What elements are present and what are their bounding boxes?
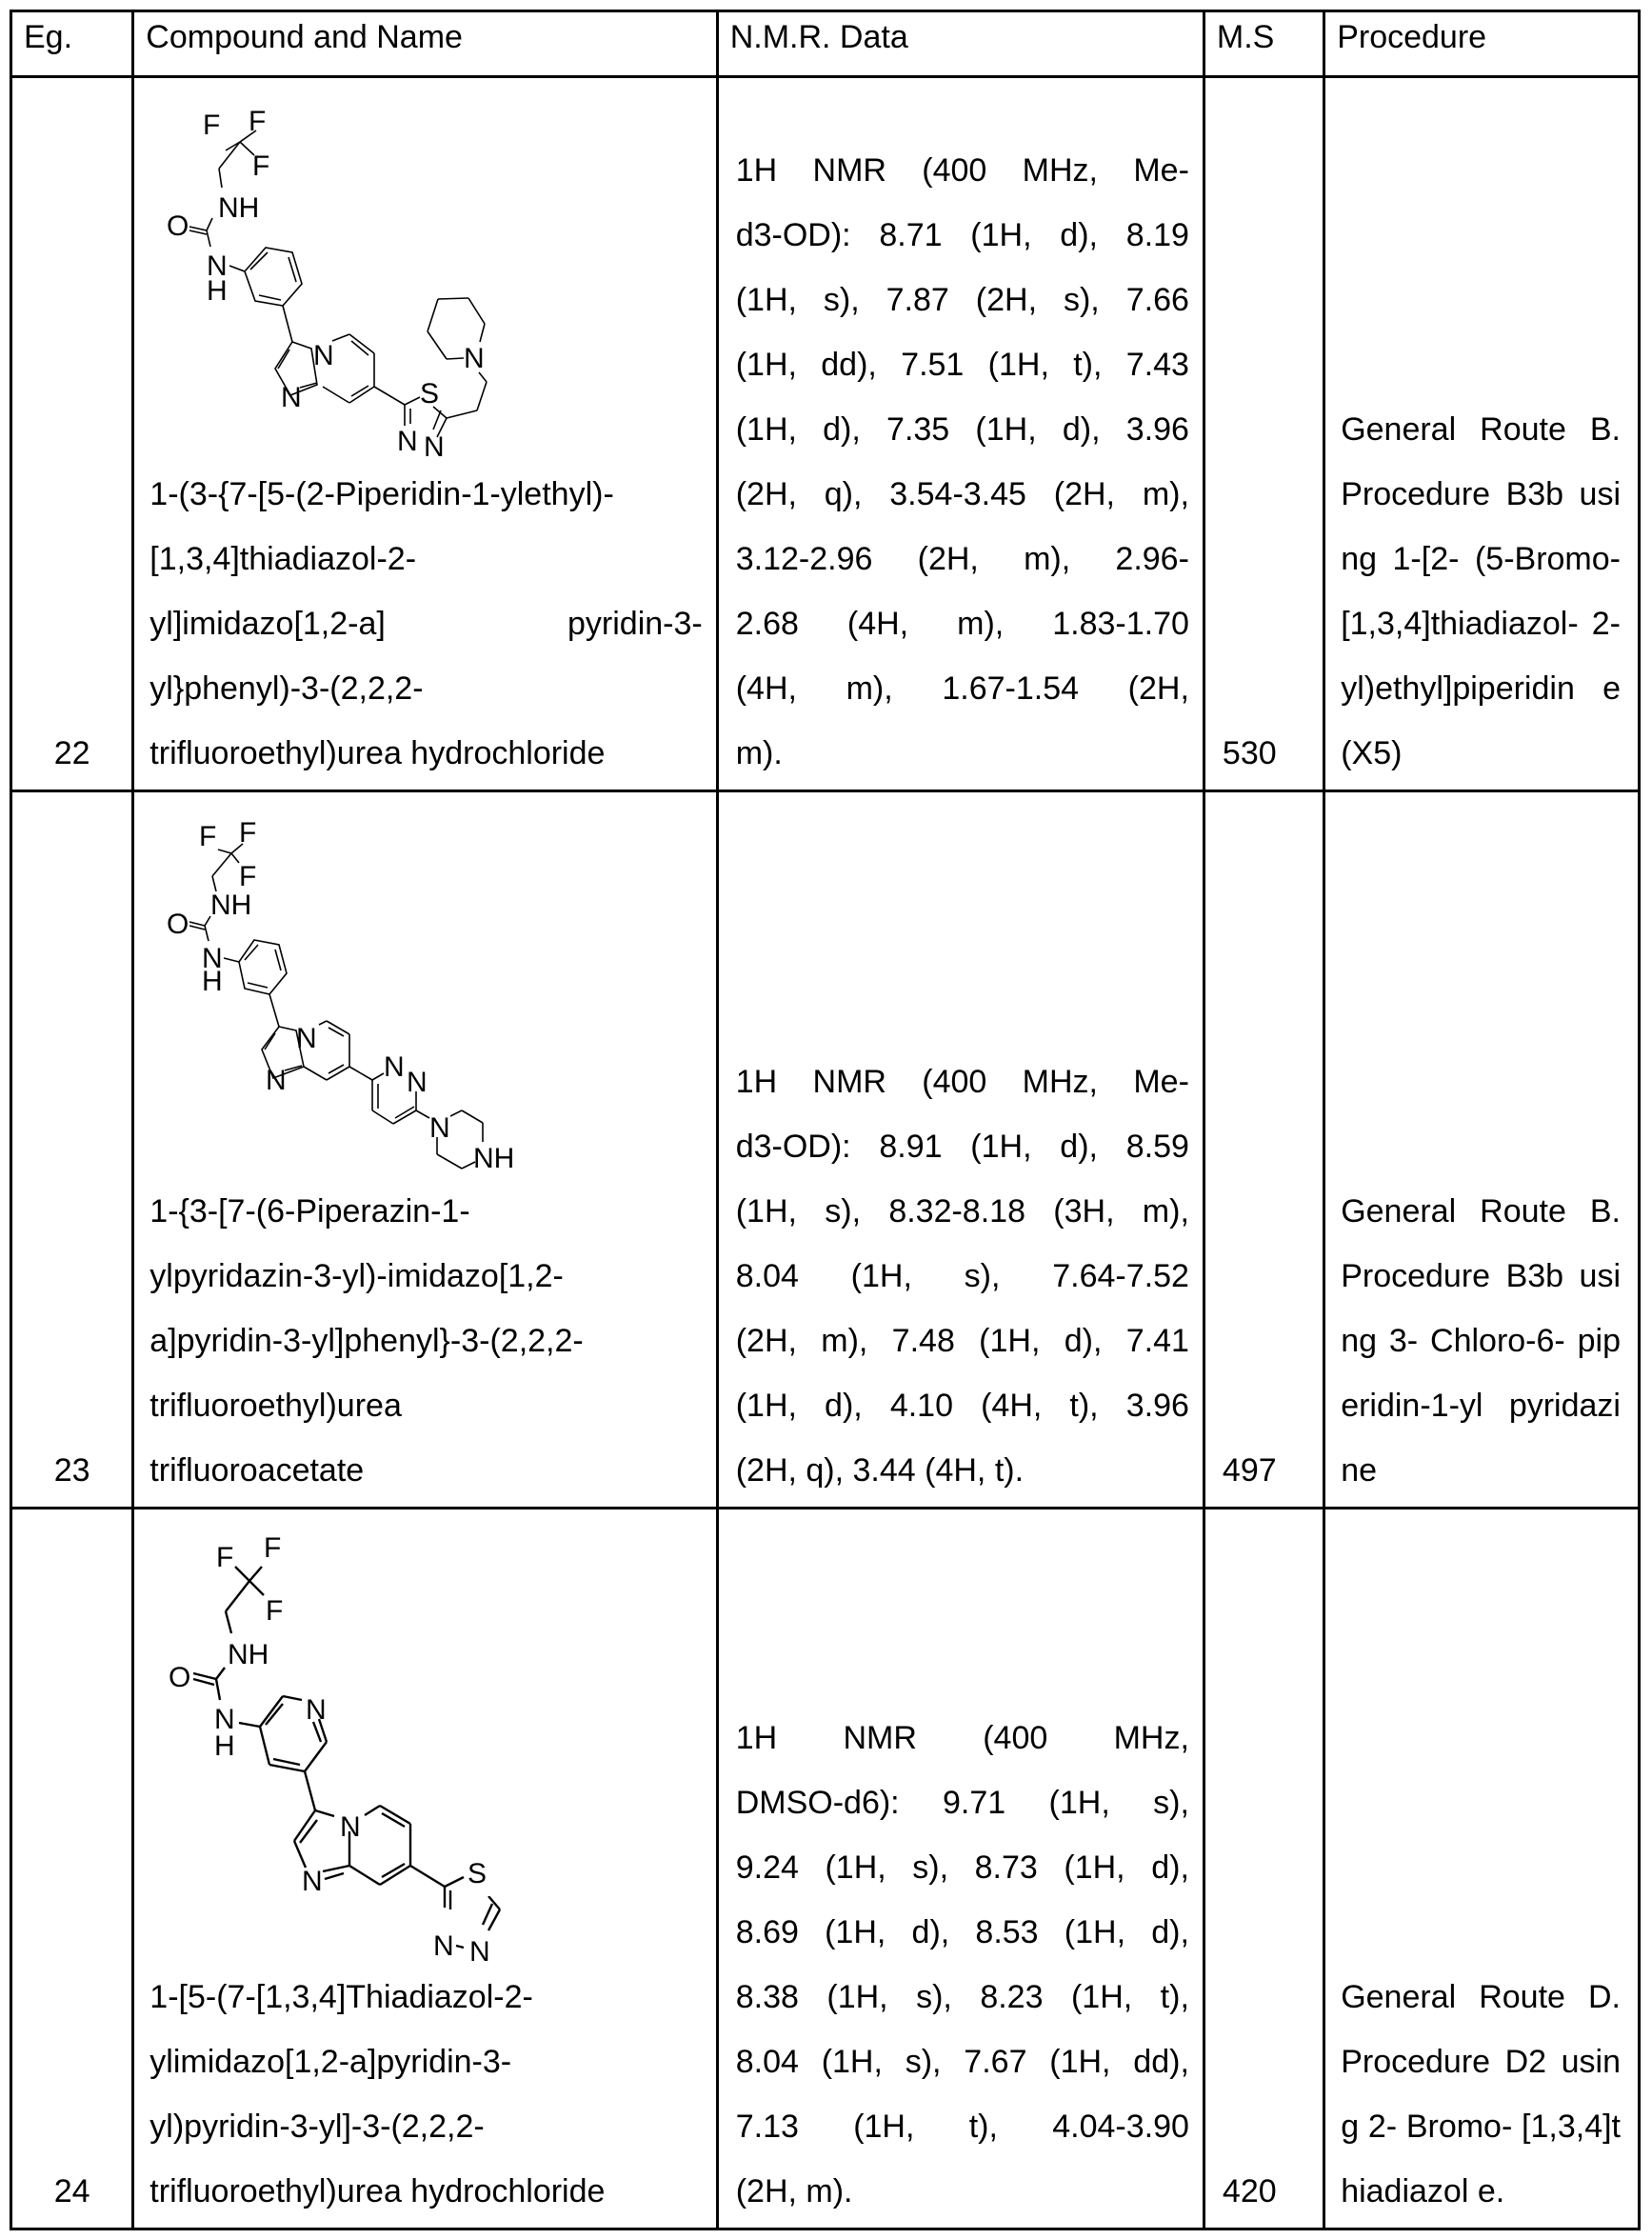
chemical-structure-icon: [149, 1517, 702, 1917]
compound-cell: [133, 77, 717, 791]
compound-cell: [133, 791, 717, 1509]
fluorine-atom: F: [239, 817, 257, 849]
chemical-structure-icon: [149, 813, 702, 1175]
nitrogen-atom: N: [340, 1811, 361, 1843]
nh-group: NH: [210, 890, 252, 921]
nitrogen-atom: N: [207, 250, 228, 282]
example-number: 22: [11, 77, 133, 791]
compound-cell: [133, 1509, 717, 2229]
nitrogen-atom: N: [296, 1023, 317, 1054]
table-row: [11, 77, 1640, 791]
hydrogen-atom: H: [214, 1730, 235, 1762]
fluorine-atom: F: [203, 110, 221, 141]
nitrogen-atom: N: [266, 1065, 287, 1096]
sulfur-atom: S: [468, 1858, 488, 1889]
mass-spec-value: 530: [1204, 77, 1324, 791]
hydrogen-atom: H: [207, 275, 228, 307]
nitrogen-atom: N: [281, 382, 302, 413]
header-nmr-data: N.M.R. Data: [717, 11, 1204, 77]
fluorine-atom: F: [216, 1542, 234, 1573]
nh-group: NH: [218, 192, 260, 224]
nitrogen-atom: N: [433, 1930, 454, 1962]
nitrogen-atom: N: [302, 1866, 323, 1897]
header-ms: M.S: [1204, 11, 1324, 77]
fluorine-atom: F: [249, 106, 267, 137]
nitrogen-atom: N: [397, 426, 418, 457]
nmr-data: 1H NMR (400 MHz, Me- d3-OD): 8.91 (1H, d), 8.59 (1H, s), 8.32-8.18 (3H, m), 8.04 (1H, s), 7.64-7.52 (2H, m), 7.48 (1H, d), 7.41 (1H, d), 4.10 (4H, t), 3.96 (2H, q), 3.44 (4H, t).: [717, 791, 1204, 1509]
header-procedure: Procedure: [1324, 11, 1640, 77]
nitrogen-atom: N: [464, 343, 485, 374]
chemical-structure-icon: [149, 106, 702, 458]
procedure: General Route D. Procedure D2 using 2- Bromo- [1,3,4]thiadiazol e.: [1324, 1509, 1640, 2229]
fluorine-atom: F: [266, 1595, 284, 1627]
table-row: [11, 791, 1640, 1509]
nitrogen-atom: N: [407, 1067, 428, 1098]
procedure: General Route B. Procedure B3b using 1-[2- (5-Bromo- [1,3,4]thiadiazol- 2- yl)ethyl]piperidin e (X5): [1324, 77, 1640, 791]
header-row: [11, 11, 1640, 77]
hydrogen-atom: H: [202, 966, 223, 997]
nmr-data: 1H NMR (400 MHz, Me- d3-OD): 8.71 (1H, d), 8.19 (1H, s), 7.87 (2H, s), 7.66 (1H, dd), 7.51 (1H, t), 7.43 (1H, d), 7.35 (1H, d), 3.96 (2H, q), 3.54-3.45 (2H, m), 3.12-2.96 (2H, m), 2.96- 2.68 (4H, m), 1.83-1.70 (4H, m), 1.67-1.54 (2H, m).: [717, 77, 1204, 791]
compound-table: [10, 10, 1641, 2230]
fluorine-atom: F: [252, 150, 270, 182]
example-number: 23: [11, 791, 133, 1509]
sulfur-atom: S: [420, 378, 440, 410]
fluorine-atom: F: [264, 1532, 282, 1564]
table-row: [11, 1509, 1640, 2229]
nh-group: NH: [473, 1143, 515, 1174]
compound-name: 1-[5-(7-[1,3,4]Thiadiazol-2- ylimidazo[1,2-a]pyridin-3- yl)pyridin-3-yl]-3-(2,2,2- trifluoroethyl)urea hydrochloride: [149, 1979, 606, 2209]
nitrogen-atom: N: [384, 1051, 405, 1083]
fluorine-atom: F: [199, 821, 217, 852]
mass-spec-value: 497: [1204, 791, 1324, 1509]
nmr-data: 1H NMR (400 MHz, DMSO-d6): 9.71 (1H, s), 9.24 (1H, s), 8.73 (1H, d), 8.69 (1H, d), 8.53 (1H, d), 8.38 (1H, s), 8.23 (1H, t), 8.04 (1H, s), 7.67 (1H, dd), 7.13 (1H, t), 4.04-3.90 (2H, m).: [717, 1509, 1204, 2229]
nitrogen-atom: N: [429, 1112, 450, 1144]
nitrogen-atom: N: [214, 1704, 235, 1735]
nitrogen-atom: N: [424, 431, 445, 458]
nitrogen-atom: N: [469, 1936, 490, 1963]
example-number: 24: [11, 1509, 133, 2229]
procedure: General Route B. Procedure B3b using 3- Chloro-6- piperidin-1-yl pyridazine: [1324, 791, 1640, 1509]
oxygen-atom: O: [169, 1662, 191, 1693]
header-eg: Eg.: [11, 11, 133, 77]
mass-spec-value: 420: [1204, 1509, 1324, 2229]
thiadiazole-ring-icon: [149, 1896, 702, 1963]
header-compound-name: Compound and Name: [133, 11, 717, 77]
nh-group: NH: [228, 1639, 269, 1670]
compound-name: 1-{3-[7-(6-Piperazin-1- ylpyridazin-3-yl)-imidazo[1,2- a]pyridin-3-yl]phenyl}-3-(2,2,2- trifluoroethyl)urea trifluoroacetate: [149, 1193, 584, 1489]
nitrogen-atom: N: [306, 1694, 327, 1726]
nitrogen-atom: N: [313, 340, 334, 371]
oxygen-atom: O: [167, 909, 189, 940]
fluorine-atom: F: [239, 861, 257, 892]
oxygen-atom: O: [167, 210, 189, 242]
nitrogen-atom: N: [202, 943, 223, 974]
compound-name: 1-(3-{7-[5-(2-Piperidin-1-ylethyl)- [1,3,4]thiadiazol-2- yl]imidazo[1,2-a] pyridin-3- yl}phenyl)-3-(2,2,2- trifluoroethyl)urea hydrochloride: [149, 476, 703, 771]
